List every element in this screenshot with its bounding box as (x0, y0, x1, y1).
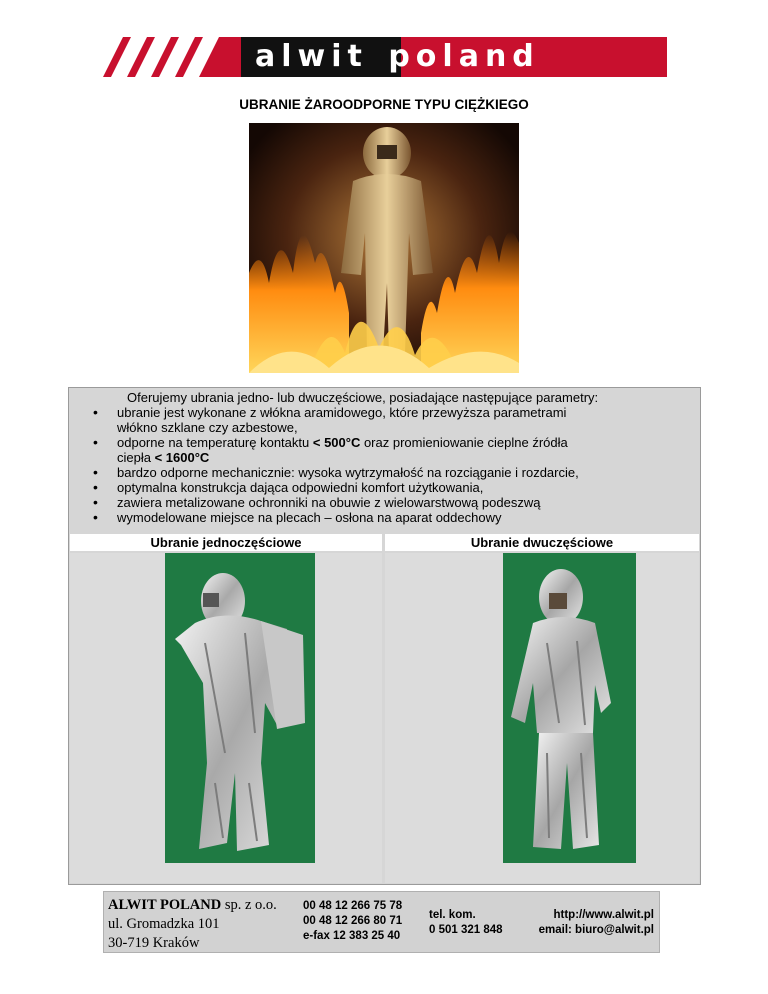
feature-text: oraz promieniowanie cieplne źródła (360, 435, 568, 450)
one-piece-suit-figure (165, 553, 315, 863)
flames-illustration (249, 123, 519, 373)
list-item (91, 510, 677, 525)
two-piece-suit-figure (503, 553, 636, 863)
phone-number: 00 48 12 266 75 78 (303, 900, 403, 912)
company-name: ALWIT POLAND (108, 897, 222, 913)
street-address: ul. Gromadzka 101 (108, 916, 220, 932)
web-contact (524, 908, 654, 938)
alwit-poland-logo (101, 37, 667, 77)
two-piece-suit-cell (385, 553, 699, 883)
two-piece-suit-photo (503, 553, 636, 863)
company-legal-form: sp. z o.o. (221, 897, 277, 913)
feature-text: włókno szklane czy azbestowe, (117, 420, 298, 435)
feature-text: optymalna konstrukcja dająca odpowiedni komfort użytkowania, (117, 480, 484, 495)
list-item (91, 480, 677, 495)
contact-footer (103, 891, 660, 953)
logo-word-poland: poland (388, 39, 540, 74)
intro-text: Oferujemy ubrania jedno- lub dwuczęściowe, posiadające następujące parametry: (127, 390, 599, 405)
website-link[interactable]: http://www.alwit.pl (553, 909, 654, 921)
column-header-two-piece: Ubranie dwuczęściowe (385, 534, 699, 551)
page-title: UBRANIE ŻAROODPORNE TYPU CIĘŻKIEGO (239, 97, 529, 112)
logo-wordmark (251, 39, 661, 75)
list-item (91, 495, 677, 510)
list-item (91, 435, 677, 465)
one-piece-suit-cell (70, 553, 382, 883)
phone-numbers (303, 899, 402, 944)
fax-number: e-fax 12 383 25 40 (303, 930, 401, 942)
list-item (91, 405, 677, 435)
column-header-one-piece: Ubranie jednoczęściowe (70, 534, 382, 551)
logo-word-alwit: alwit (251, 39, 372, 74)
mobile-contact (429, 908, 503, 938)
feature-text: ubranie jest wykonane z włókna aramidowego, które przewyższa parametrami (117, 405, 567, 420)
phone-number: 00 48 12 266 80 71 (303, 915, 403, 927)
feature-list (91, 405, 677, 525)
feature-text: odporne na temperaturę kontaktu (117, 435, 313, 450)
mobile-number: 0 501 321 848 (429, 924, 503, 936)
one-piece-suit-photo (165, 553, 315, 863)
feature-value: < 1600°C (154, 450, 210, 465)
feature-text: wymodelowane miejsce na plecach – osłona na aparat oddechowy (117, 510, 502, 525)
feature-text: zawiera metalizowane ochronniki na obuwie z wielowarstwową podeszwą (117, 495, 541, 510)
mobile-label: tel. kom. (429, 909, 476, 921)
feature-value: < 500°C (312, 435, 361, 450)
feature-text: bardzo odporne mechanicznie: wysoka wytrzymałość na rozciąganie i rozdarcie, (117, 465, 579, 480)
company-address (108, 896, 277, 953)
feature-text: ciepła (117, 450, 155, 465)
list-item (91, 465, 677, 480)
city-address: 30-719 Kraków (108, 935, 200, 951)
email-link[interactable]: email: biuro@alwit.pl (538, 924, 654, 936)
hero-suit-in-flames-image (249, 123, 519, 373)
product-description-panel (68, 387, 701, 885)
